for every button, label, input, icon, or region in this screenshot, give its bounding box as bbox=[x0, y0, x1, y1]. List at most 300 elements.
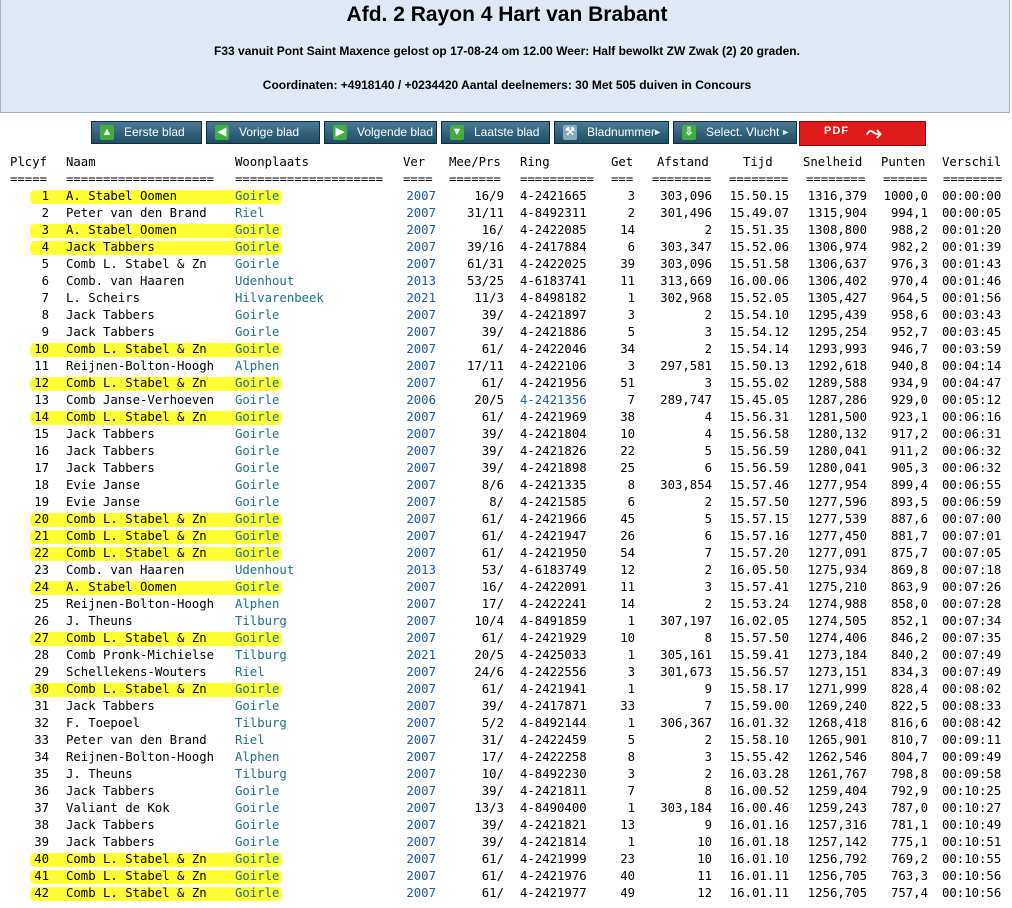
col-naam: Naam bbox=[66, 155, 96, 169]
cell-plcyf: 13 bbox=[34, 393, 49, 407]
table-row bbox=[0, 715, 1012, 732]
cell-punten: 1000,0 bbox=[883, 189, 928, 203]
cell-snelheid: 1271,999 bbox=[807, 682, 867, 696]
sep-afstand: ======== bbox=[652, 172, 712, 186]
cell-woonplaats: Goirle bbox=[235, 495, 280, 509]
cell-meeprs: 16/ bbox=[481, 580, 504, 594]
cell-afstand: 303,184 bbox=[660, 801, 712, 815]
cell-punten: 763,3 bbox=[890, 869, 928, 883]
cell-naam: Comb L. Stabel & Zn bbox=[66, 886, 207, 900]
cell-meeprs: 5/2 bbox=[481, 716, 504, 730]
cell-afstand: 2 bbox=[704, 495, 712, 509]
table-row bbox=[0, 341, 1012, 358]
page-title: Afd. 2 Rayon 4 Hart van Brabant bbox=[346, 3, 668, 26]
cell-afstand: 3 bbox=[704, 580, 712, 594]
cell-afstand: 4 bbox=[704, 427, 712, 441]
next-page-button[interactable] bbox=[324, 121, 437, 144]
col-meeprs: Mee/Prs bbox=[449, 155, 501, 169]
cell-get: 10 bbox=[620, 631, 635, 645]
cell-ver: 2021 bbox=[406, 648, 436, 662]
cell-punten: 769,2 bbox=[890, 852, 928, 866]
table-row bbox=[0, 358, 1012, 375]
cell-naam: Comb L. Stabel & Zn bbox=[66, 512, 207, 526]
cell-plcyf: 24 bbox=[34, 580, 49, 594]
cell-snelheid: 1259,404 bbox=[807, 784, 867, 798]
cell-ver: 2007 bbox=[406, 325, 436, 339]
cell-punten: 804,7 bbox=[890, 750, 928, 764]
cell-meeprs: 61/ bbox=[481, 342, 504, 356]
cell-naam: Comb L. Stabel & Zn bbox=[66, 529, 207, 543]
table-row bbox=[0, 613, 1012, 630]
cell-tijd: 16.00.52 bbox=[729, 784, 789, 798]
cell-meeprs: 53/25 bbox=[466, 274, 504, 288]
cell-tijd: 16.01.18 bbox=[729, 835, 789, 849]
cell-tijd: 15.51.58 bbox=[729, 257, 789, 271]
cell-afstand: 303,096 bbox=[660, 189, 712, 203]
cell-verschil: 00:10:51 bbox=[942, 835, 1002, 849]
cell-woonplaats: Goirle bbox=[235, 852, 280, 866]
cell-afstand: 305,161 bbox=[660, 648, 712, 662]
cell-meeprs: 39/ bbox=[481, 308, 504, 322]
cell-ring: 4-2422046 bbox=[520, 342, 587, 356]
cell-get: 8 bbox=[627, 478, 635, 492]
cell-get: 5 bbox=[627, 733, 635, 747]
cell-naam: A. Stabel Oomen bbox=[66, 580, 178, 594]
cell-naam: Valiant de Kok bbox=[66, 801, 170, 815]
cell-verschil: 00:10:25 bbox=[942, 784, 1002, 798]
cell-plcyf: 22 bbox=[34, 546, 49, 560]
cell-verschil: 00:07:49 bbox=[942, 665, 1002, 679]
cell-plcyf: 33 bbox=[34, 733, 49, 747]
cell-get: 25 bbox=[620, 461, 635, 475]
cell-plcyf: 4 bbox=[41, 240, 49, 254]
cell-plcyf: 17 bbox=[34, 461, 49, 475]
cell-punten: 787,0 bbox=[890, 801, 928, 815]
cell-woonplaats: Alphen bbox=[235, 750, 280, 764]
cell-get: 3 bbox=[627, 359, 635, 373]
cell-meeprs: 24/6 bbox=[474, 665, 504, 679]
cell-tijd: 15.58.17 bbox=[729, 682, 789, 696]
cell-tijd: 15.57.16 bbox=[729, 529, 789, 543]
previous-page-button[interactable] bbox=[206, 121, 320, 144]
table-row bbox=[0, 477, 1012, 494]
arrow-right-icon: ▶ bbox=[333, 125, 347, 140]
cell-get: 34 bbox=[620, 342, 635, 356]
cell-afstand: 5 bbox=[704, 512, 712, 526]
cell-plcyf: 28 bbox=[34, 648, 49, 662]
cell-snelheid: 1292,618 bbox=[807, 359, 867, 373]
cell-punten: 964,5 bbox=[890, 291, 928, 305]
cell-plcyf: 40 bbox=[34, 852, 49, 866]
cell-afstand: 303,347 bbox=[660, 240, 712, 254]
cell-afstand: 289,747 bbox=[660, 393, 712, 407]
cell-plcyf: 11 bbox=[34, 359, 49, 373]
pdf-export-button[interactable] bbox=[799, 121, 926, 146]
last-page-label: Laatste blad bbox=[474, 125, 540, 139]
cell-snelheid: 1280,132 bbox=[807, 427, 867, 441]
cell-ver: 2007 bbox=[406, 240, 436, 254]
cell-tijd: 15.59.41 bbox=[729, 648, 789, 662]
cell-meeprs: 61/ bbox=[481, 410, 504, 424]
cell-plcyf: 18 bbox=[34, 478, 49, 492]
cell-snelheid: 1287,286 bbox=[807, 393, 867, 407]
cell-meeprs: 10/4 bbox=[474, 614, 504, 628]
acrobat-icon: ⤳ bbox=[866, 122, 882, 144]
cell-tijd: 16.01.16 bbox=[729, 818, 789, 832]
cell-punten: 828,4 bbox=[890, 682, 928, 696]
cell-get: 6 bbox=[627, 495, 635, 509]
cell-meeprs: 8/ bbox=[489, 495, 504, 509]
cell-ver: 2007 bbox=[406, 818, 436, 832]
cell-punten: 863,9 bbox=[890, 580, 928, 594]
cell-ring: 4-2421665 bbox=[520, 189, 587, 203]
cell-ver: 2007 bbox=[406, 597, 436, 611]
cell-get: 7 bbox=[627, 393, 635, 407]
cell-naam: Jack Tabbers bbox=[66, 444, 155, 458]
cell-afstand: 7 bbox=[704, 699, 712, 713]
cell-verschil: 00:07:28 bbox=[942, 597, 1002, 611]
cell-punten: 970,4 bbox=[890, 274, 928, 288]
cell-naam: A. Stabel Oomen bbox=[66, 223, 178, 237]
table-row bbox=[0, 562, 1012, 579]
cell-meeprs: 39/ bbox=[481, 835, 504, 849]
cell-ring: 4-2421977 bbox=[520, 886, 587, 900]
first-page-button[interactable] bbox=[91, 121, 202, 144]
cell-ring: 4-2421966 bbox=[520, 512, 587, 526]
table-row bbox=[0, 375, 1012, 392]
cell-punten: 887,6 bbox=[890, 512, 928, 526]
cell-woonplaats: Goirle bbox=[235, 886, 280, 900]
cell-ring: 4-2421821 bbox=[520, 818, 587, 832]
cell-verschil: 00:06:32 bbox=[942, 444, 1002, 458]
cell-snelheid: 1277,954 bbox=[807, 478, 867, 492]
cell-ver: 2007 bbox=[406, 580, 436, 594]
cell-woonplaats: Goirle bbox=[235, 512, 280, 526]
cell-ver: 2007 bbox=[406, 699, 436, 713]
cell-snelheid: 1273,184 bbox=[807, 648, 867, 662]
cell-plcyf: 10 bbox=[34, 342, 49, 356]
cell-ring: 4-8490400 bbox=[520, 801, 587, 815]
cell-meeprs: 8/6 bbox=[481, 478, 504, 492]
select-flight-dropdown[interactable] bbox=[673, 121, 797, 144]
cell-verschil: 00:06:55 bbox=[942, 478, 1002, 492]
cell-woonplaats: Tilburg bbox=[235, 767, 287, 781]
cell-snelheid: 1280,041 bbox=[807, 444, 867, 458]
cell-naam: Comb L. Stabel & Zn bbox=[66, 631, 207, 645]
cell-meeprs: 39/16 bbox=[466, 240, 504, 254]
table-row bbox=[0, 511, 1012, 528]
cell-snelheid: 1274,988 bbox=[807, 597, 867, 611]
cell-woonplaats: Udenhout bbox=[235, 563, 295, 577]
table-row bbox=[0, 443, 1012, 460]
cell-snelheid: 1306,402 bbox=[807, 274, 867, 288]
cell-ring: 4-2422459 bbox=[520, 733, 587, 747]
cell-naam: Comb L. Stabel & Zn bbox=[66, 869, 207, 883]
cell-punten: 881,7 bbox=[890, 529, 928, 543]
cell-punten: 899,4 bbox=[890, 478, 928, 492]
cell-verschil: 00:08:02 bbox=[942, 682, 1002, 696]
cell-woonplaats: Udenhout bbox=[235, 274, 295, 288]
table-row bbox=[0, 273, 1012, 290]
cell-woonplaats: Goirle bbox=[235, 342, 280, 356]
cell-verschil: 00:07:18 bbox=[942, 563, 1002, 577]
cell-woonplaats: Goirle bbox=[235, 682, 280, 696]
cell-verschil: 00:01:56 bbox=[942, 291, 1002, 305]
cell-ring: 4-2421814 bbox=[520, 835, 587, 849]
table-row bbox=[0, 188, 1012, 205]
cell-ring: 4-6183749 bbox=[520, 563, 587, 577]
sep-tijd: ======== bbox=[729, 172, 789, 186]
cell-woonplaats: Goirle bbox=[235, 223, 280, 237]
cell-meeprs: 61/ bbox=[481, 869, 504, 883]
table-row bbox=[0, 664, 1012, 681]
cell-plcyf: 6 bbox=[41, 274, 49, 288]
cell-snelheid: 1289,588 bbox=[807, 376, 867, 390]
cell-ver: 2007 bbox=[406, 529, 436, 543]
cell-meeprs: 61/ bbox=[481, 852, 504, 866]
cell-verschil: 00:06:59 bbox=[942, 495, 1002, 509]
col-tijd: Tijd bbox=[743, 155, 773, 169]
cell-woonplaats: Goirle bbox=[235, 869, 280, 883]
cell-ver: 2007 bbox=[406, 546, 436, 560]
coordinates-info: Coordinaten: +4918140 / +0234420 Aantal deelnemers: 30 Met 505 duiven in Concours bbox=[262, 78, 752, 92]
col-get: Get bbox=[611, 155, 634, 169]
table-row bbox=[0, 205, 1012, 222]
cell-afstand: 11 bbox=[697, 869, 712, 883]
cell-ring: 4-2421969 bbox=[520, 410, 587, 424]
cell-tijd: 15.55.02 bbox=[729, 376, 789, 390]
table-row bbox=[0, 732, 1012, 749]
cell-plcyf: 20 bbox=[34, 512, 49, 526]
cell-ver: 2007 bbox=[406, 308, 436, 322]
cell-meeprs: 31/11 bbox=[466, 206, 504, 220]
cell-ver: 2007 bbox=[406, 682, 436, 696]
cell-naam: Comb L. Stabel & Zn bbox=[66, 682, 207, 696]
cell-plcyf: 15 bbox=[34, 427, 49, 441]
cell-woonplaats: Goirle bbox=[235, 325, 280, 339]
cell-meeprs: 61/ bbox=[481, 512, 504, 526]
cell-snelheid: 1295,439 bbox=[807, 308, 867, 322]
cell-plcyf: 14 bbox=[34, 410, 49, 424]
col-afstand: Afstand bbox=[657, 155, 709, 169]
cell-meeprs: 61/ bbox=[481, 546, 504, 560]
cell-woonplaats: Riel bbox=[235, 206, 265, 220]
cell-plcyf: 26 bbox=[34, 614, 49, 628]
cell-get: 11 bbox=[620, 580, 635, 594]
cell-ver: 2007 bbox=[406, 716, 436, 730]
cell-woonplaats: Goirle bbox=[235, 546, 280, 560]
cell-ring: 4-8491859 bbox=[520, 614, 587, 628]
cell-snelheid: 1277,091 bbox=[807, 546, 867, 560]
cell-ver: 2007 bbox=[406, 223, 436, 237]
cell-verschil: 00:10:55 bbox=[942, 852, 1002, 866]
cell-verschil: 00:08:42 bbox=[942, 716, 1002, 730]
table-row bbox=[0, 681, 1012, 698]
cell-meeprs: 61/ bbox=[481, 682, 504, 696]
cell-woonplaats: Tilburg bbox=[235, 614, 287, 628]
sep-get: === bbox=[611, 172, 634, 186]
cell-verschil: 00:09:11 bbox=[942, 733, 1002, 747]
cell-snelheid: 1275,210 bbox=[807, 580, 867, 594]
cell-naam: Jack Tabbers bbox=[66, 427, 155, 441]
arrow-left-icon: ◀ bbox=[215, 125, 229, 140]
cell-tijd: 15.54.12 bbox=[729, 325, 789, 339]
table-row bbox=[0, 324, 1012, 341]
cell-punten: 875,7 bbox=[890, 546, 928, 560]
cell-get: 3 bbox=[627, 189, 635, 203]
sep-woonplaats: ==================== bbox=[235, 172, 384, 186]
cell-plcyf: 37 bbox=[34, 801, 49, 815]
cell-punten: 869,8 bbox=[890, 563, 928, 577]
cell-meeprs: 17/11 bbox=[466, 359, 504, 373]
cell-snelheid: 1306,637 bbox=[807, 257, 867, 271]
cell-ver: 2007 bbox=[406, 342, 436, 356]
col-snelheid: Snelheid bbox=[803, 155, 863, 169]
cell-verschil: 00:00:00 bbox=[942, 189, 1002, 203]
cell-plcyf: 36 bbox=[34, 784, 49, 798]
cell-afstand: 10 bbox=[697, 852, 712, 866]
cell-plcyf: 12 bbox=[34, 376, 49, 390]
cell-woonplaats: Goirle bbox=[235, 818, 280, 832]
sep-punten: ====== bbox=[883, 172, 928, 186]
cell-punten: 792,9 bbox=[890, 784, 928, 798]
cell-afstand: 9 bbox=[704, 682, 712, 696]
report-header bbox=[0, 0, 1010, 113]
cell-woonplaats: Goirle bbox=[235, 461, 280, 475]
cell-naam: Comb L. Stabel & Zn bbox=[66, 852, 207, 866]
cell-snelheid: 1277,450 bbox=[807, 529, 867, 543]
table-row bbox=[0, 256, 1012, 273]
cell-verschil: 00:04:47 bbox=[942, 376, 1002, 390]
cell-ver: 2007 bbox=[406, 359, 436, 373]
cell-naam: Jack Tabbers bbox=[66, 240, 155, 254]
cell-tijd: 16.00.06 bbox=[729, 274, 789, 288]
cell-tijd: 15.56.59 bbox=[729, 444, 789, 458]
cell-snelheid: 1315,904 bbox=[807, 206, 867, 220]
cell-naam: Jack Tabbers bbox=[66, 308, 155, 322]
cell-meeprs: 16/ bbox=[481, 223, 504, 237]
cell-tijd: 15.50.13 bbox=[729, 359, 789, 373]
cell-punten: 934,9 bbox=[890, 376, 928, 390]
cell-naam: Jack Tabbers bbox=[66, 699, 155, 713]
cell-punten: 834,3 bbox=[890, 665, 928, 679]
cell-ring: 4-2425033 bbox=[520, 648, 587, 662]
cell-ring: 4-2422241 bbox=[520, 597, 587, 611]
cell-snelheid: 1262,546 bbox=[807, 750, 867, 764]
cell-plcyf: 31 bbox=[34, 699, 49, 713]
last-page-button[interactable] bbox=[441, 121, 550, 144]
cell-punten: 846,2 bbox=[890, 631, 928, 645]
cell-ver: 2007 bbox=[406, 784, 436, 798]
dropdown-arrow-icon: ► bbox=[653, 127, 662, 137]
cell-ver: 2007 bbox=[406, 614, 436, 628]
cell-ring: 4-2421897 bbox=[520, 308, 587, 322]
cell-naam: Jack Tabbers bbox=[66, 818, 155, 832]
page-number-dropdown[interactable] bbox=[554, 121, 669, 144]
cell-snelheid: 1280,041 bbox=[807, 461, 867, 475]
cell-meeprs: 61/ bbox=[481, 631, 504, 645]
cell-tijd: 15.59.00 bbox=[729, 699, 789, 713]
cell-verschil: 00:09:58 bbox=[942, 767, 1002, 781]
cell-ver: 2007 bbox=[406, 376, 436, 390]
cell-woonplaats: Goirle bbox=[235, 376, 280, 390]
cell-afstand: 303,096 bbox=[660, 257, 712, 271]
cell-plcyf: 2 bbox=[41, 206, 49, 220]
cell-punten: 905,3 bbox=[890, 461, 928, 475]
cell-punten: 757,4 bbox=[890, 886, 928, 900]
previous-page-label: Vorige blad bbox=[239, 125, 300, 139]
cell-ver: 2007 bbox=[406, 750, 436, 764]
cell-get: 3 bbox=[627, 308, 635, 322]
cell-get: 1 bbox=[627, 682, 635, 696]
cell-naam: F. Toepoel bbox=[66, 716, 141, 730]
cell-get: 13 bbox=[620, 818, 635, 832]
cell-get: 8 bbox=[627, 750, 635, 764]
cell-tijd: 15.56.31 bbox=[729, 410, 789, 424]
cell-verschil: 00:01:43 bbox=[942, 257, 1002, 271]
select-flight-label: Select. Vlucht bbox=[706, 125, 780, 139]
cell-snelheid: 1256,705 bbox=[807, 869, 867, 883]
page-number-label: Bladnummer bbox=[587, 125, 656, 139]
next-page-label: Volgende blad bbox=[357, 125, 434, 139]
download-icon: ⇩ bbox=[682, 125, 696, 140]
cell-verschil: 00:07:49 bbox=[942, 648, 1002, 662]
cell-plcyf: 29 bbox=[34, 665, 49, 679]
cell-ver: 2007 bbox=[406, 852, 436, 866]
cell-tijd: 16.01.11 bbox=[729, 886, 789, 900]
table-row bbox=[0, 596, 1012, 613]
cell-snelheid: 1305,427 bbox=[807, 291, 867, 305]
cell-ring: 4-2421999 bbox=[520, 852, 587, 866]
cell-verschil: 00:00:05 bbox=[942, 206, 1002, 220]
cell-ver: 2021 bbox=[406, 291, 436, 305]
cell-get: 33 bbox=[620, 699, 635, 713]
cell-woonplaats: Riel bbox=[235, 665, 265, 679]
col-ver: Ver bbox=[403, 155, 426, 169]
cell-plcyf: 27 bbox=[34, 631, 49, 645]
col-punten: Punten bbox=[881, 155, 926, 169]
cell-ring: 4-2421335 bbox=[520, 478, 587, 492]
cell-afstand: 2 bbox=[704, 597, 712, 611]
col-plcyf: Plcyf bbox=[10, 155, 48, 169]
cell-punten: 840,2 bbox=[890, 648, 928, 662]
table-row bbox=[0, 528, 1012, 545]
cell-snelheid: 1269,240 bbox=[807, 699, 867, 713]
cell-verschil: 00:01:46 bbox=[942, 274, 1002, 288]
cell-ring: 4-2421929 bbox=[520, 631, 587, 645]
cell-tijd: 16.01.10 bbox=[729, 852, 789, 866]
cell-ver: 2007 bbox=[406, 801, 436, 815]
cell-meeprs: 61/ bbox=[481, 376, 504, 390]
cell-woonplaats: Goirle bbox=[235, 529, 280, 543]
sep-snelheid: ======== bbox=[806, 172, 866, 186]
cell-verschil: 00:09:49 bbox=[942, 750, 1002, 764]
cell-meeprs: 17/ bbox=[481, 750, 504, 764]
cell-ver: 2007 bbox=[406, 835, 436, 849]
cell-get: 1 bbox=[627, 716, 635, 730]
col-woonplaats: Woonplaats bbox=[235, 155, 310, 169]
cell-verschil: 00:01:39 bbox=[942, 240, 1002, 254]
cell-woonplaats: Goirle bbox=[235, 801, 280, 815]
cell-get: 23 bbox=[620, 852, 635, 866]
cell-woonplaats: Riel bbox=[235, 733, 265, 747]
cell-ring: 4-2422085 bbox=[520, 223, 587, 237]
arrow-down-icon: ▼ bbox=[451, 126, 463, 138]
cell-punten: 893,5 bbox=[890, 495, 928, 509]
table-row bbox=[0, 647, 1012, 664]
cell-afstand: 2 bbox=[704, 308, 712, 322]
cell-punten: 816,6 bbox=[890, 716, 928, 730]
